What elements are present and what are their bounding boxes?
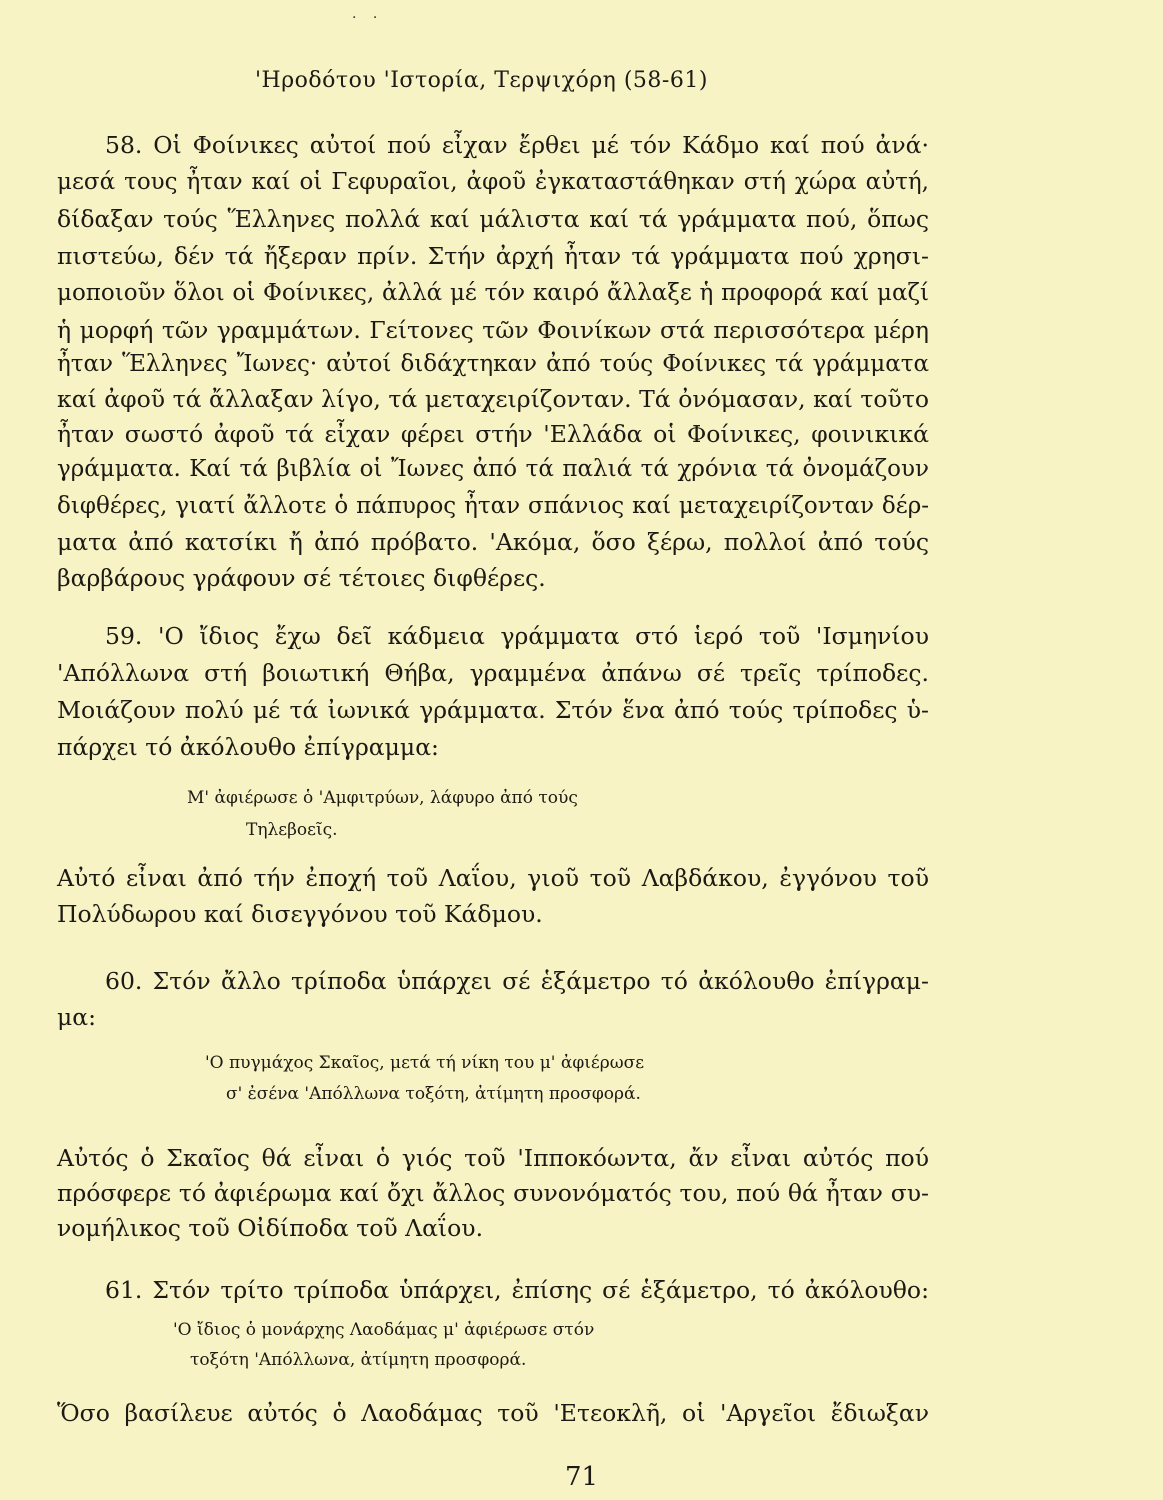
text-line: μεσά τους ἦταν καί οἱ Γεφυραῖοι, ἀφοῦ ἐγκαταστάθηκαν στή χώρα αὐτή, xyxy=(57,169,929,195)
page-mark: · · xyxy=(352,10,384,26)
text-line: 58. Οἱ Φοίνικες αὐτοί πού εἶχαν ἔρθει μέ τόν Κάδμο καί πού ἀνά· xyxy=(105,131,929,159)
text-line: βαρβάρους γράφουν σέ τέτοιες διφθέρες. xyxy=(57,564,546,592)
text-line: πιστεύω, δέν τά ἤξεραν πρίν. Στήν ἀρχή ἦταν τά γράμματα πού χρησι- xyxy=(57,242,929,270)
text-line: 'Απόλλωνα στή βοιωτική Θήβα, γραμμένα ἀπάνω σέ τρεῖς τρίποδες. xyxy=(57,659,929,687)
text-line: ἦταν Ἕλληνες Ἴωνες· αὐτοί διδάχτηκαν ἀπό τούς Φοίνικες τά γράμματα xyxy=(57,351,929,377)
epigram-line: Τηλεβοεῖς. xyxy=(246,820,338,840)
text-line: Μοιάζουν πολύ μέ τά ἰωνικά γράμματα. Στόν ἕνα ἀπό τούς τρίποδες ὑ- xyxy=(57,696,929,724)
text-line: Ὅσο βασίλευε αὐτός ὁ Λαοδάμας τοῦ 'Ετεοκλῆ, οἱ 'Αργεῖοι ἔδιωξαν xyxy=(57,1399,929,1427)
text-line: 60. Στόν ἄλλο τρίποδα ὑπάρχει σέ ἑξάμετρο τό ἀκόλουθο ἐπίγραμ- xyxy=(105,967,929,995)
text-line: ἦταν σωστό ἀφοῦ τά εἶχαν φέρει στήν 'Ελλάδα οἱ Φοίνικες, φοινικικά xyxy=(57,420,929,448)
text-line: καί ἀφοῦ τά ἄλλαξαν λίγο, τά μεταχειρίζονταν. Τά ὀνόμασαν, καί τοῦτο xyxy=(57,385,929,413)
text-line: μα: xyxy=(57,1003,97,1031)
text-line: Αὐτός ὁ Σκαῖος θά εἶναι ὁ γιός τοῦ 'Ιπποκόωντα, ἄν εἶναι αὐτός πού xyxy=(57,1144,929,1172)
epigram-line: Μ' ἀφιέρωσε ὁ 'Αμφιτρύων, λάφυρο ἀπό τούς xyxy=(187,788,578,808)
epigram-line: σ' ἐσένα 'Απόλλωνα τοξότη, ἀτίμητη προσφορά. xyxy=(226,1084,641,1104)
epigram-line: τοξότη 'Απόλλωνα, ἀτίμητη προσφορά. xyxy=(190,1350,527,1370)
text-line: γράμματα. Καί τά βιβλία οἱ Ἴωνες ἀπό τά παλιά τά χρόνια τά ὀνομάζουν xyxy=(57,456,929,482)
text-line: νομήλικος τοῦ Οἰδίποδα τοῦ Λαΐου. xyxy=(57,1214,484,1242)
text-line: δίδαξαν τούς Ἕλληνες πολλά καί μάλιστα καί τά γράμματα πού, ὅπως xyxy=(57,205,929,233)
text-line: Αὐτό εἶναι ἀπό τήν ἐποχή τοῦ Λαΐου, γιοῦ τοῦ Λαβδάκου, ἐγγόνου τοῦ xyxy=(57,864,929,892)
page-number: 71 xyxy=(564,1462,599,1492)
text-line: διφθέρες, γιατί ἄλλοτε ὁ πάπυρος ἦταν σπάνιος καί μεταχειρίζονταν δέρ- xyxy=(57,493,929,519)
text-line: πάρχει τό ἀκόλουθο ἐπίγραμμα: xyxy=(57,733,439,761)
text-line: 59. 'Ο ἴδιος ἔχω δεῖ κάδμεια γράμματα στό ἱερό τοῦ 'Ισμηνίου xyxy=(105,622,929,650)
text-line: 61. Στόν τρίτο τρίποδα ὑπάρχει, ἐπίσης σέ ἑξάμετρο, τό ἀκόλουθο: xyxy=(105,1276,929,1304)
epigram-line: 'Ο ἴδιος ὁ μονάρχης Λαοδάμας μ' ἀφιέρωσε στόν xyxy=(173,1320,595,1340)
text-line: ἡ μορφή τῶν γραμμάτων. Γείτονες τῶν Φοινίκων στά περισσότερα μέρη xyxy=(57,316,929,344)
text-line: μοποιοῦν ὅλοι οἱ Φοίνικες, ἀλλά μέ τόν καιρό ἄλλαξε ἡ προφορά καί μαζί xyxy=(57,280,929,306)
text-line: Πολύδωρου καί δισεγγόνου τοῦ Κάδμου. xyxy=(57,900,543,928)
epigram-line: 'Ο πυγμάχος Σκαῖος, μετά τή νίκη του μ' ἀφιέρωσε xyxy=(205,1053,645,1073)
text-line: ματα ἀπό κατσίκι ἤ ἀπό πρόβατο. 'Ακόμα, ὅσο ξέρω, πολλοί ἀπό τούς xyxy=(57,528,929,556)
text-line: πρόσφερε τό ἀφιέρωμα καί ὄχι ἄλλος συνονόματός του, πού θά ἦταν συ- xyxy=(57,1179,929,1207)
running-header: 'Ηροδότου 'Ιστορία, Τερψιχόρη (58-61) xyxy=(255,68,708,93)
